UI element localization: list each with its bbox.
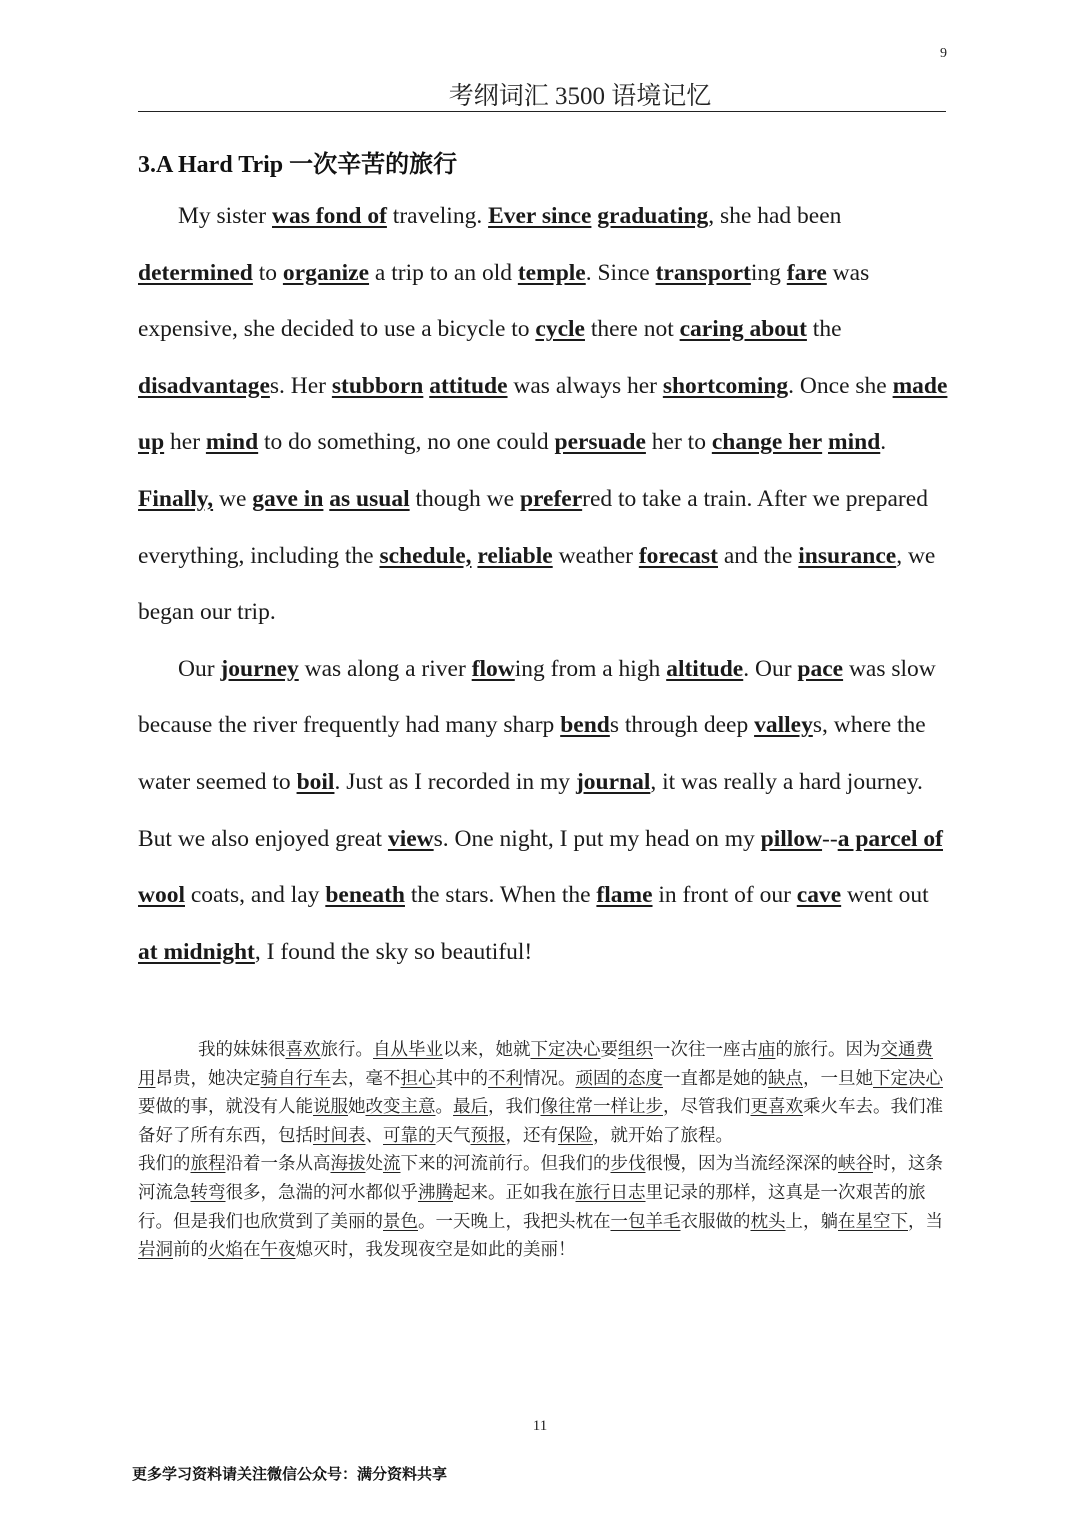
vocab-term: prefer xyxy=(519,485,583,512)
vocab-term-cn: 火焰 xyxy=(208,1240,243,1261)
vocab-term-cn: 旅程 xyxy=(190,1154,226,1175)
vocab-term: disadvantage xyxy=(138,372,270,399)
vocab-term: gave in xyxy=(252,485,324,512)
vocab-term-cn: 说服 xyxy=(313,1097,348,1118)
vocab-term: caring about xyxy=(679,316,807,343)
vocab-term: shortcoming xyxy=(662,372,789,399)
vocab-term-cn: 组织 xyxy=(618,1040,653,1060)
vocab-term: view xyxy=(387,825,434,852)
vocab-term-cn: 担心 xyxy=(400,1068,436,1089)
vocab-term-cn: 喜欢 xyxy=(285,1040,321,1060)
vocab-term-cn: 海拔 xyxy=(330,1154,366,1175)
vocab-term: cycle xyxy=(535,316,585,343)
vocab-term-cn: 一包羊毛 xyxy=(610,1211,681,1232)
vocab-term: determined xyxy=(138,259,253,286)
vocab-term: bend xyxy=(560,712,610,739)
vocab-term-cn: 流 xyxy=(383,1154,401,1175)
chinese-paragraph-1: 我的妹妹很喜欢旅行。自从毕业以来，她就下定决心要组织一次往一座古庙的旅行。因为交通费用昂贵，她决定骑自行车去，毫不担心其中的不利情况。顽固的态度一直都是她的缺点，一旦她下定决心要做的事，就没有人能说服她改变主意。最后，我们像往常一样让步，尽管我们更喜欢乘火车去。我们准备好了所有东西，包括时间表、可靠的天气预报，还有保险，就开始了旅程。 xyxy=(138,1040,943,1146)
vocab-term: a parcel of xyxy=(837,825,943,852)
vocab-term: valley xyxy=(754,712,813,739)
vocab-term-cn: 岩洞 xyxy=(138,1240,173,1261)
vocab-term: persuade xyxy=(554,429,646,456)
vocab-term: organize xyxy=(282,259,370,286)
vocab-term: altitude xyxy=(666,655,744,682)
chinese-translation xyxy=(138,1036,950,1265)
vocab-term-cn: 改变主意 xyxy=(365,1097,436,1118)
vocab-term: cave xyxy=(796,882,842,909)
vocab-term: pillow xyxy=(760,825,823,852)
vocab-term-cn: 下定决心 xyxy=(530,1040,601,1060)
section-title: 3.A Hard Trip 一次辛苦的旅行 xyxy=(138,152,458,178)
vocab-term-cn: 步伐 xyxy=(610,1154,646,1175)
vocab-term-cn: 转弯 xyxy=(190,1182,226,1203)
vocab-term: Ever since xyxy=(488,203,592,229)
vocab-term-cn: 庙 xyxy=(758,1040,776,1060)
vocab-term: at midnight xyxy=(138,938,255,965)
vocab-term: mind xyxy=(205,429,259,456)
vocab-term-cn: 时间表 xyxy=(313,1125,366,1146)
footer-note: 更多学习资料请关注微信公众号：满分资料共享 xyxy=(132,1465,448,1483)
vocab-term: schedule, xyxy=(379,542,472,569)
vocab-term: was fond of xyxy=(272,203,387,229)
vocab-term: beneath xyxy=(325,882,405,909)
vocab-term-cn: 旅行日志 xyxy=(575,1182,646,1203)
vocab-term-cn: 交通费用 xyxy=(138,1040,933,1089)
page-number-bottom: 11 xyxy=(532,1418,548,1434)
vocab-term-cn: 保险 xyxy=(558,1125,593,1146)
vocab-term: transport xyxy=(655,259,751,286)
vocab-term: fare xyxy=(786,259,827,286)
vocab-term-cn: 不利 xyxy=(488,1068,523,1089)
vocab-term: boil xyxy=(296,768,335,795)
vocab-term-cn: 午夜 xyxy=(260,1240,296,1261)
header-rule xyxy=(138,111,946,112)
vocab-term-cn: 最后 xyxy=(453,1097,488,1118)
vocab-term: change her xyxy=(711,429,823,456)
english-passage xyxy=(138,188,950,980)
vocab-term-cn: 下定决心 xyxy=(873,1068,943,1089)
english-paragraph-2: Our journey was along a river flowing from a high altitude. Our pace was slow because the river frequently had many sharp bends through deep valleys, where the water seemed to boil. Just as I recorded in my journal, it was really a hard journey. But we also enjoyed great views. One night, I put my head on my pillow--a parcel of wool coats, and lay beneath the stars. When the flame in front of our cave went out at midnight, I found the sky so beautiful! xyxy=(138,655,943,965)
vocab-term: attitude xyxy=(429,372,508,399)
vocab-term: mind xyxy=(828,429,881,456)
vocab-term-cn: 可靠的 xyxy=(383,1125,436,1146)
header-title: 考纲词汇 3500 语境记忆 xyxy=(448,83,712,110)
vocab-term-cn: 骑自行车 xyxy=(260,1068,331,1089)
vocab-term-cn: 在星空下 xyxy=(838,1211,908,1232)
vocab-term-cn: 沸腾 xyxy=(418,1182,453,1203)
vocab-term: flow xyxy=(471,655,515,682)
vocab-term-cn: 顽固的态度 xyxy=(575,1068,663,1089)
vocab-term-cn: 预报 xyxy=(470,1125,506,1146)
vocab-term-cn: 枕头 xyxy=(750,1211,786,1232)
vocab-term: Finally, xyxy=(138,485,214,512)
vocab-term: insurance xyxy=(798,542,897,569)
vocab-term-cn: 更喜欢 xyxy=(750,1097,803,1118)
vocab-term: made up xyxy=(138,372,948,456)
vocab-term: as usual xyxy=(329,485,410,512)
vocab-term: stubborn xyxy=(331,372,424,399)
vocab-term: forecast xyxy=(638,542,718,569)
vocab-term-cn: 景色 xyxy=(383,1211,418,1232)
vocab-term: pace xyxy=(797,655,844,682)
vocab-term-cn: 峡谷 xyxy=(838,1154,873,1175)
vocab-term: temple xyxy=(517,259,586,286)
chinese-paragraph-2: 我们的旅程沿着一条从高海拔处流下来的河流前行。但我们的步伐很慢，因为当流经深深的峡谷时，这条河流急转弯很多，急湍的河水都似乎沸腾起来。正如我在旅行日志里记录的那样，这真是一次艰苦的旅行。但是我们也欣赏到了美丽的景色。一天晚上，我把头枕在一包羊毛衣服做的枕头上，躺在星空下，当岩洞前的火焰在午夜熄灭时，我发现夜空是如此的美丽！ xyxy=(138,1154,943,1261)
vocab-term: graduating xyxy=(597,203,709,229)
vocab-term-cn: 像往常一样让步 xyxy=(540,1097,663,1118)
vocab-term: journey xyxy=(220,655,299,682)
vocab-term-cn: 自从毕业 xyxy=(373,1040,443,1060)
vocab-term: journal xyxy=(575,768,651,795)
vocab-term: wool xyxy=(138,882,185,909)
vocab-term-cn: 缺点 xyxy=(768,1068,803,1089)
english-paragraph-1: My sister was fond of traveling. Ever since graduating, she had been determined to organize a trip to an old temple. Since transporting fare was expensive, she decided to use a bicycle to cycle there not caring about the disadvantages. Her stubborn attitude was always her shortcoming. Once she made up her mind to do something, no one could persuade her to change her mind. Finally, we gave in as usual though we preferred to take a train. After we prepared everything, including the schedule, reliable weather forecast and the insurance, we began our trip. xyxy=(138,203,948,626)
vocab-term: reliable xyxy=(477,542,553,569)
vocab-term: flame xyxy=(596,882,653,909)
page-number-top: 9 xyxy=(940,46,947,61)
